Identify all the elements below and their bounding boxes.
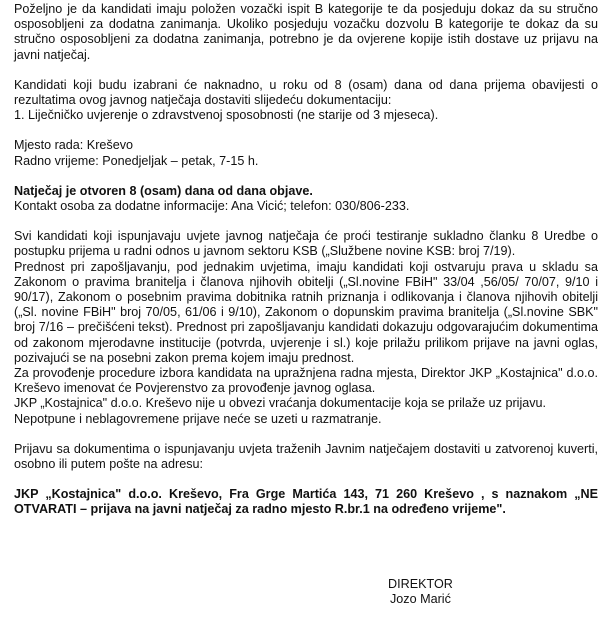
paragraph-submission: Prijavu sa dokumentima o ispunjavanju uvjeta traženih Javnim natječajem dostaviti u zatvorenoj kuverti, osobno ili putem pošte na adresu:	[14, 441, 598, 472]
spacer	[14, 123, 598, 138]
spacer	[14, 63, 598, 78]
paragraph-incomplete: Nepotpune i neblagovremene prijave neće se uzeti u razmatranje.	[14, 411, 382, 426]
paragraph-no-return: JKP „Kostajnica" d.o.o. Kreševo nije u obvezi vraćanja dokumentacije koja se prilaže uz prijavu.	[14, 396, 547, 411]
list-item-medical-certificate: 1. Liječničko uvjerenje o zdravstvenoj sposobnosti (ne starije od 3 mjeseca).	[14, 108, 439, 123]
signature-block	[388, 577, 453, 608]
spacer	[14, 427, 598, 442]
signature-title: DIREKTOR	[388, 577, 453, 591]
spacer	[14, 169, 598, 184]
mailing-address: JKP „Kostajnica" d.o.o. Kreševo, Fra Grge Martića 143, 71 260 Kreševo , s naznakom „NE OTVARATI – prijava na javni natječaj za radno mjesto R.br.1 na određeno vrijeme".	[14, 487, 598, 517]
paragraph-qualifications: Poželjno je da kandidati imaju položen vozački ispit B kategorije te da posjeduju dokaz da su stručno osposobljeni za dodatna zanimanja. Ukoliko posjeduju vozačku dozvolu B kategorije te dokaz da su stručno osposobljeni za dodatna zanimanja, potrebno je da ovjerene kopije istih dostave uz prijavu na javni natječaj.	[14, 2, 598, 62]
paragraph-procedure: Za provođenje procedure izbora kandidata na upražnjena radna mjesta, Direktor JKP „Kostajnica" d.o.o. Kreševo imenovat će Povjerenstvo za provođenje javnog oglasa.	[14, 366, 598, 396]
work-place: Mjesto rada: Kreševo	[14, 138, 133, 153]
contact-info: Kontakt osoba za dodatne informacije: Ana Vicić; telefon: 030/806-233.	[14, 199, 410, 214]
paragraph-priority: Prednost pri zapošljavanju, pod jednakim uvjetima, imaju kandidati koji ostvaruju prava u skladu sa Zakonom o pravima branitelja i članova njihovih obitelji („Sl.novine FBiH" 33/04 ,56/05/ 70/07, 9/10 i 90/17), Zakonom o posebnim pravima dobitnika ratnih priznanja i odlikovanja i članova njihovih obitelji („Sl. novine FBiH" broj 70/05, 61/06 i 9/10), Zakonom o dopunskim pravima branitelja („Sl.novine SBK" broj 7/16 – prečišćeni tekst). Prednost pri zapošljavanju kandidati dokazuju odgovarajućim dokumentima od zakonom mjerodavne institucije (potvrda, uvjerenje i sl.) koje prilažu prilikom prijave na javni oglas, pozivajući se na posebni zakon prema kojem imaju prednost.	[14, 259, 598, 365]
paragraph-testing: Svi kandidati koji ispunjavaju uvjete javnog natječaja će proći testiranje sukladno članku 8 Uredbe o postupku prijema u radni odnos u javnom sektoru KSB („Službene novine KSB: broj 7/19).	[14, 229, 598, 259]
signature-name: Jozo Marić	[390, 592, 451, 607]
spacer	[14, 472, 598, 487]
open-notice: Natječaj je otvoren 8 (osam) dana od dana objave.	[14, 183, 313, 198]
spacer	[14, 214, 598, 229]
paragraph-selected-candidates: Kandidati koji budu izabrani će naknadno, u roku od 8 (osam) dana od dana prijema obavijesti o rezultatima ovog javnog natječaja dostaviti slijedeću dokumentaciju:	[14, 77, 598, 108]
work-hours: Radno vrijeme: Ponedjeljak – petak, 7-15 h.	[14, 153, 259, 168]
document-body	[14, 2, 598, 518]
